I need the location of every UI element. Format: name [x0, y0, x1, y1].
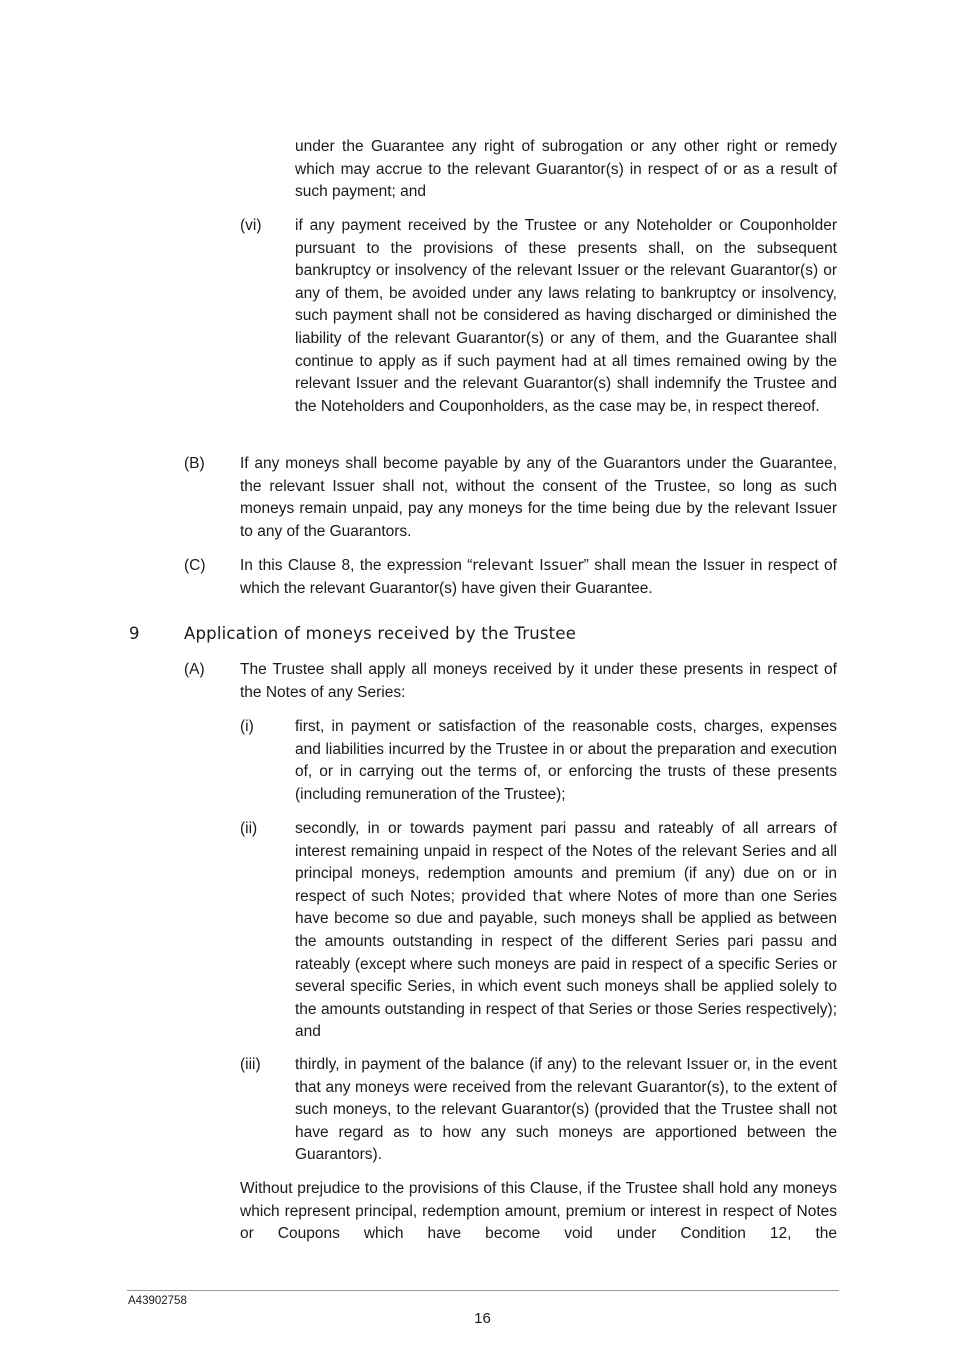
item-vi-number: (vi) [240, 217, 262, 234]
item-vi-text: if any payment received by the Trustee or any Noteholder or Couponholder pursuant to the provisions of these presents shall, on the subsequent bankruptcy or insolvency of the relevant Issuer or the relevant Guarantor(s) or any of them, be avoided under any laws relating to bankruptcy or insolvency, such payment shall not be considered as having discharged or diminished the liability of the relevant Guarantor(s) or any of them, and the Guarantee shall continue to apply as if such payment had at all times remained owing by the relevant Issuer and the relevant Guarantor(s) shall indemnify the Trustee and the Noteholders and Couponholders, as the case may be, in respect thereof. [295, 217, 837, 415]
page-number: 16 [474, 1310, 491, 1327]
closing-paragraph: Without prejudice to the provisions of this Clause, if the Trustee shall hold any moneys which represent principal, redemption amount, premium or interest in respect of Notes or Coupons which have become void under Condition 12, the [240, 1180, 837, 1243]
item-b-text: If any moneys shall become payable by any of the Guarantors under the Guarantee, the relevant Issuer shall not, without the consent of the Trustee, so long as such moneys remain unpaid, pay any moneys for the time being due by the relevant Issuer to any of the Guarantors. [240, 455, 837, 540]
item-ii-proviso: provided that [461, 887, 563, 905]
document-reference: A43902758 [128, 1295, 187, 1307]
item-a-text: The Trustee shall apply all moneys received by it under these presents in respect of the Notes of any Series: [240, 661, 837, 701]
item-c-number: (C) [184, 557, 206, 574]
item-c-defined-term: relevant Issuer [472, 557, 584, 574]
item-c-text-before: In this Clause 8, the expression “ [240, 557, 473, 574]
item-b-number: (B) [184, 455, 205, 472]
item-iii-number: (iii) [240, 1056, 261, 1073]
item-c-text [240, 555, 837, 600]
item-c-text-after: ” shall mean the Issuer in respect of which the relevant Guarantor(s) have given their Guarantee. [240, 557, 837, 597]
clause-9-title: Application of moneys received by the Trustee [184, 624, 577, 643]
item-i-number: (i) [240, 718, 254, 735]
clause-9-number: 9 [129, 624, 140, 643]
item-iii-text: thirdly, in payment of the balance (if any) to the relevant Issuer or, in the event that any moneys were received from the relevant Guarantor(s), to the extent of such moneys, to the relevant Guarantor(s) (provided that the Trustee shall not have regard as to how any such moneys are apportioned between the Guarantors). [295, 1056, 837, 1164]
item-a-number: (A) [184, 661, 205, 678]
item-i-text: first, in payment or satisfaction of the reasonable costs, charges, expenses and liabilities incurred by the Trustee in or about the preparation and execution of, or in carrying out the terms of, or enforcing the trusts of these presents (including remuneration of the Trustee); [295, 718, 837, 803]
item-ii-text-after: where Notes of more than one Series have become so due and payable, such moneys shall be applied as between the amounts outstanding in respect of the different Series pari passu and rateably (except where such moneys are paid in respect of a specific Series or several specific Series, in which event such moneys shall be applied solely to the amounts outstanding in respect of that Series or those Series respectively); and [295, 887, 837, 1041]
item-ii-number: (ii) [240, 820, 258, 837]
item-ii-text-before: secondly, in or towards payment pari passu and rateably of all arrears of interest remaining unpaid in respect of the Notes of the relevant Series and all principal moneys, redemption amounts and premium (if any) due on or in respect of such Notes; [295, 820, 837, 905]
footer-divider [127, 1290, 839, 1291]
item-ii-text [295, 818, 837, 1044]
continuation-paragraph: under the Guarantee any right of subrogation or any other right or remedy which may accrue to the relevant Guarantor(s) in respect of or as a result of such payment; and [295, 138, 837, 201]
